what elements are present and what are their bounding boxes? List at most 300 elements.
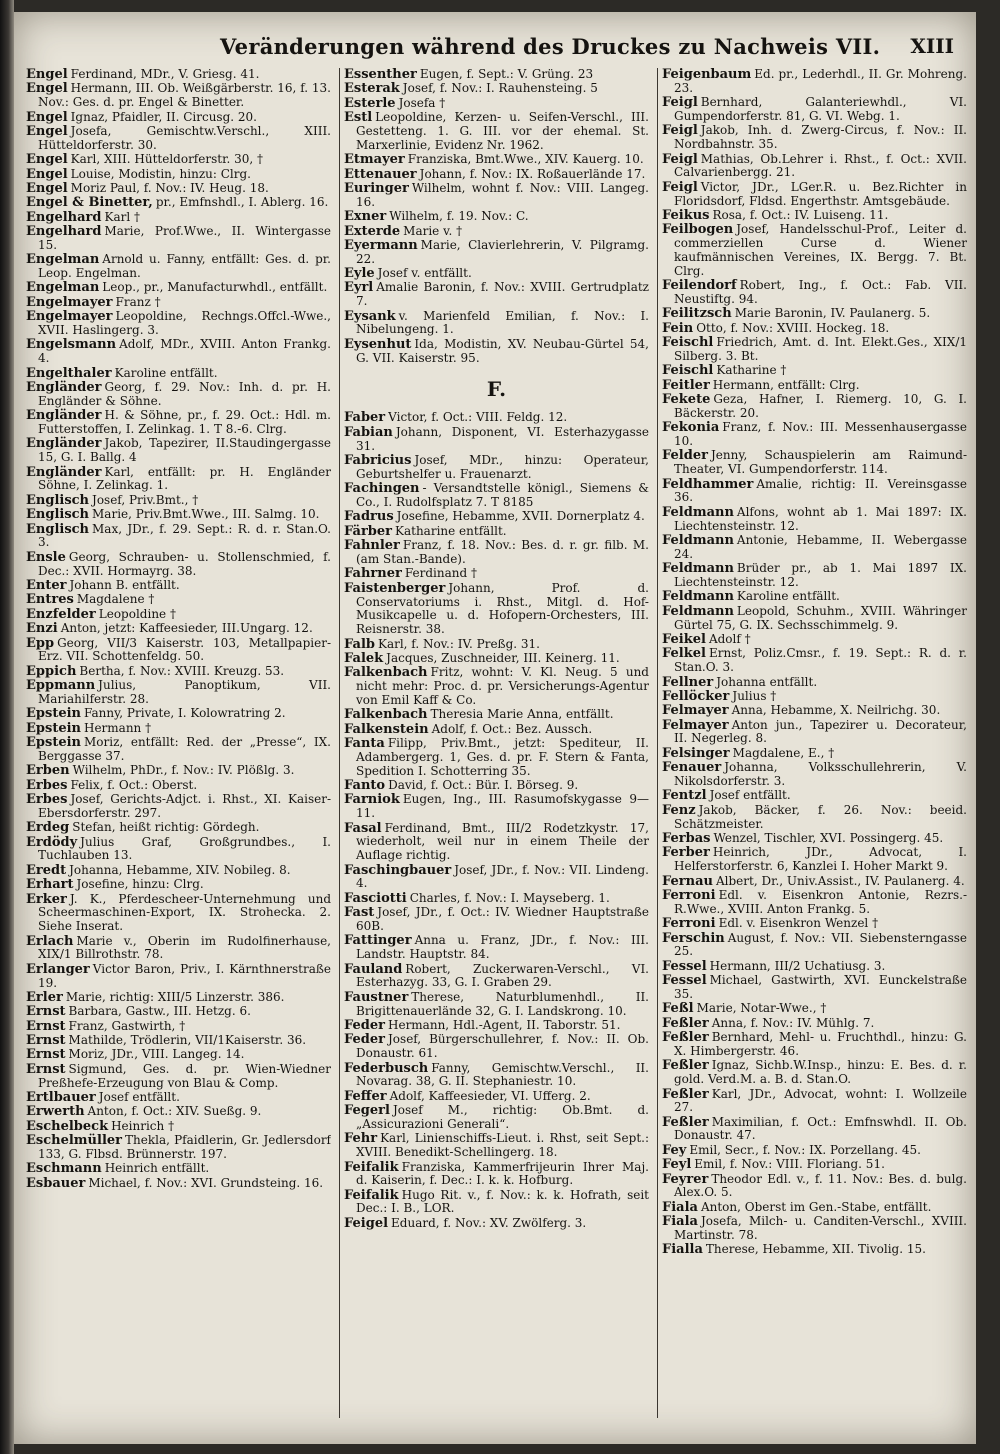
entry-name: Fellöcker [662,688,730,704]
directory-entry [344,1217,649,1231]
entry-name: Fentzl [662,788,707,804]
entry-name: Erdödy [26,834,78,850]
entry-details: Victor, JDr., LGer.R. u. Bez.Richter in Floridsdorf, Fldsd. Engerthstr. Amtsgebäude. [674,179,967,208]
entry-name: Feitler [662,377,710,393]
directory-entry [344,210,649,224]
entry-name: Ernst [26,1004,66,1020]
entry-details: Marie, Notar-Wwe., † [696,1001,827,1016]
entry-details: Jakob, Inh. d. Zwerg-Circus, f. Nov.: II. Nordbahnstr. 35. [674,123,967,152]
entry-name: Engelmayer [26,294,113,310]
entry-name: Exterde [344,223,401,239]
entry-details: Moriz Paul, f. Nov.: IV. Heug. 18. [70,180,269,195]
entry-details: Ignaz, Pfaidler, II. Circusg. 20. [70,109,257,124]
entry-details: Michael, Gastwirth, XVI. Eunckelstraße 35. [674,973,967,1001]
entry-name: Erdeg [26,820,70,836]
directory-entry [26,764,331,778]
entry-name: Feilendorf [662,278,737,294]
entry-details: Wenzel, Tischler, XVI. Possingerg. 45. [713,831,944,846]
entry-details: Josefa † [398,95,446,110]
directory-entry [344,991,649,1019]
directory-entry [26,579,331,593]
directory-entry [662,590,967,604]
entry-name: Feldmann [662,603,734,619]
column-2 [344,68,649,1428]
directory-entry [344,539,649,567]
directory-entry [662,719,967,747]
entry-details: Leop., pr., Manufacturwhdl., entfällt. [102,280,328,295]
entry-name: Fanto [344,778,386,794]
entry-name: Ernst [26,1061,66,1077]
directory-entry [662,506,967,534]
entry-details: Josef entfällt. [98,1090,180,1105]
directory-entry [662,1116,967,1144]
entry-details: Robert, Zuckerwaren-Verschl., VI. Esterhazyg. 33, G. I. Graben 29. [356,961,649,990]
entry-details: Wilhelm, wohnt f. Nov.: VIII. Langeg. 16. [356,180,649,209]
directory-entry [26,1134,331,1162]
entry-name: Fast [344,905,375,921]
entry-details: Leopoldine, Kerzen- u. Seifen-Verschl., III. Gestetteng. 1. G. III. vor der ehemal. St. Marxerlinie, Evidenz Nr. 1962. [356,110,649,152]
entry-name: Feilbogen [662,222,734,238]
directory-entry [662,804,967,832]
directory-entry [662,379,967,393]
entry-details: Heinrich, JDr., Advocat, I. Helferstorferstr. 6, Kanzlei I. Hoher Markt 9. [674,845,967,874]
entry-details: Antonie, Hebamme, II. Webergasse 24. [674,532,967,561]
entry-name: Eyrl [344,280,374,296]
entry-details: Felix, f. Oct.: Oberst. [70,777,198,792]
entry-name: Erben [26,763,70,779]
directory-entry [662,789,967,803]
entry-name: Feikel [662,631,706,647]
directory-entry [344,454,649,482]
directory-entry [344,1161,649,1189]
entry-name: Feischl [662,363,714,379]
directory-entry [26,1034,331,1048]
directory-entry [344,652,649,666]
entry-name: Feigenbaum [662,68,752,82]
entry-details: Maximilian, f. Oct.: Emfnswhdl. II. Ob. Donaustr. 47. [674,1114,967,1143]
directory-entry [662,336,967,364]
entry-name: Feilitzsch [662,306,732,322]
directory-entry [662,1017,967,1031]
directory-entry [26,68,331,82]
entry-details: Anton, Oberst im Gen.-Stabe, entfällt. [700,1199,932,1214]
directory-entry [662,209,967,223]
directory-entry [662,393,967,421]
section-heading: F. [486,377,507,402]
directory-entry [662,1031,967,1059]
directory-entry [26,864,331,878]
entry-name: Esbauer [26,1175,86,1191]
entry-name: Eyermann [344,237,418,253]
entry-name: Feifalik [344,1159,399,1175]
entry-details: Eugen, f. Sept.: V. Grüng. 23 [419,68,594,81]
directory-entry [344,426,649,454]
directory-entry [662,1088,967,1116]
entry-details: Josef, JDr., f. Oct.: IV. Wiedner Hauptstraße 60B. [356,905,649,934]
entry-name: Engelmayer [26,309,113,325]
entry-name: Erlach [26,933,74,949]
directory-entry [662,322,967,336]
entry-details: Anton jun., Tapezirer u. Decorateur, II. Negerleg. 8. [674,717,967,746]
entry-details: Georg, Schrauben- u. Stollenschmied, f. Dec.: XVII. Hormayrg. 38. [38,549,331,578]
entry-name: Ferschin [662,930,725,946]
entry-details: Eugen, Ing., III. Rasumofskygasse 9—11. [356,792,649,821]
directory-entry [662,747,967,761]
directory-entry [26,665,331,679]
entry-details: Karl, entfällt: pr. H. Engländer Söhne, I. Zelinkag. 1. [38,464,331,493]
entry-name: Engel [26,68,68,82]
entry-details: Josef, Bürgerschullehrer, f. Nov.: II. Ob. Donaustr. 61. [356,1032,649,1061]
entry-details: Robert, Ing., f. Oct.: Fab. VII. Neustiftg. 94. [674,278,967,306]
entry-details: H. & Söhne, pr., f. 29. Oct.: Hdl. m. Futterstoffen, I. Zelinkag. 1. T 8.-6. Clrg. [38,408,331,437]
entry-details: Bertha, f. Nov.: XVIII. Kreuzg. 53. [79,663,285,678]
entry-name: Fenauer [662,760,722,776]
directory-entry [344,638,649,652]
directory-entry [662,364,967,378]
entry-name: Estl [344,110,373,126]
directory-entry [26,679,331,707]
entry-name: Engelthaler [26,365,112,381]
entry-details: Anna, Hebamme, X. Neilrichg. 30. [731,703,941,718]
entry-name: Fiala [662,1199,698,1215]
entry-name: Eyle [344,266,375,282]
entry-name: Eppmann [26,678,96,694]
directory-entry [344,239,649,267]
entry-details: Katharine † [716,363,787,378]
entry-details: Johanna, Hebamme, XIV. Nobileg. 8. [69,862,291,877]
directory-entry [26,381,331,409]
entry-name: Epstein [26,706,81,722]
entry-name: Färber [344,523,393,539]
entry-details: Ernst, Poliz.Cmsr., f. 19. Sept.: R. d. r. Stan.O. 3. [674,646,967,675]
directory-entry [662,889,967,917]
entry-details: Alfons, wohnt ab 1. Mai 1897: IX. Liechtensteinstr. 12. [674,504,967,533]
entry-name: Fernau [662,873,713,889]
entry-details: Julius Graf, Großgrundbes., I. Tuchlauben 13. [38,834,331,863]
directory-entry [26,182,331,196]
entry-name: Fahrner [344,566,402,582]
entry-name: Feldhammer [662,476,754,492]
entry-details: Hermann, Hdl.-Agent, II. Taborstr. 51. [388,1017,621,1032]
entry-details: - Versandtstelle königl., Siemens & Co., I. Rudolfsplatz 7. T 8185 [356,481,649,510]
entry-details: Leopoldine † [98,606,176,621]
entry-details: Josefine, hinzu: Clrg. [76,877,204,892]
entry-details: pr., Emfnshdl., I. Ablerg. 16. [155,195,329,210]
directory-entry [26,722,331,736]
directory-entry [344,1033,649,1061]
entry-details: Moriz, entfällt: Red. der „Presse“, IX. Berggasse 37. [38,735,331,763]
directory-entry [26,125,331,153]
directory-entry [662,96,967,124]
entry-details: Josef, Gerichts-Adjct. i. Rhst., XI. Kaiser-Ebersdorferstr. 297. [38,792,331,820]
directory-entry [662,1002,967,1016]
directory-entry [344,182,649,210]
entry-name: Eysank [344,308,396,324]
entry-columns [26,68,966,1428]
directory-entry [344,1090,649,1104]
entry-name: Ferber [662,845,710,861]
entry-name: Feßler [662,1114,709,1130]
entry-details: Adolf, MDr., XVIII. Anton Frankg. 4. [38,337,331,366]
directory-entry [662,704,967,718]
directory-entry [344,525,649,539]
entry-details: Karl, f. Nov.: IV. Preßg. 31. [377,636,540,651]
entry-name: Epp [26,635,55,651]
entry-details: Karoline entfällt. [736,589,840,604]
directory-entry [344,338,649,366]
directory-entry [26,338,331,366]
entry-details: J. K., Pferdescheer-Unternehmung und Scheermaschinen-Export, IX. Strohecka. 2. Siehe Inserat. [38,891,331,934]
entry-name: Feßler [662,1030,709,1046]
directory-entry [344,153,649,167]
entry-details: Franz, Gastwirth, † [68,1018,186,1033]
column-rule [339,68,340,1418]
entry-details: Mathilde, Trödlerin, VII/1Kaiserstr. 36. [68,1033,307,1048]
entry-name: Fabian [344,424,393,440]
entry-name: Eschelmüller [26,1133,123,1149]
directory-entry [26,821,331,835]
entry-details: Rosa, f. Oct.: IV. Luiseng. 11. [712,207,889,222]
entry-details: Johann B. entfällt. [69,577,180,592]
entry-details: Karl, XIII. Hütteldorferstr. 30, † [70,152,264,167]
directory-entry [26,608,331,622]
directory-entry [26,878,331,892]
entry-details: Marie, Clavierlehrerin, V. Pilgramg. 22. [356,237,649,266]
entry-details: Franz, f. Nov.: III. Messenhausergasse 10. [674,420,967,449]
entry-name: Faistenberger [344,580,446,596]
entry-details: Ed. pr., Lederhdl., II. Gr. Mohreng. 23. [674,68,967,95]
entry-details: Louise, Modistin, hinzu: Clrg. [70,166,251,181]
directory-entry [344,1104,649,1132]
entry-details: Edl. v. Eisenkron Wenzel † [718,916,879,931]
entry-name: Erlanger [26,961,90,977]
directory-entry [26,466,331,494]
entry-name: Fehr [344,1131,378,1147]
entry-name: Engel [26,166,68,182]
directory-entry [26,893,331,934]
directory-entry [26,409,331,437]
entry-details: Emil, Secr., f. Nov.: IX. Porzellang. 45. [689,1142,921,1157]
entry-details: Ferdinand, MDr., V. Griesg. 41. [70,68,260,81]
directory-entry [662,605,967,633]
entry-details: Fritz, wohnt: V. Kl. Neug. 5 und nicht mehr: Proc. d. pr. Versicherungs-Agentur von Emil Kaff & Co. [356,665,649,707]
entry-details: Anna u. Franz, JDr., f. Nov.: III. Landstr. Hauptstr. 84. [356,933,649,962]
directory-entry [344,482,649,510]
entry-details: Michael, f. Nov.: XVI. Grundsteing. 16. [88,1175,324,1190]
directory-entry [344,779,649,793]
page-title: Veränderungen während des Druckes zu Nachweis VII. [220,34,881,59]
directory-entry [26,82,331,110]
entry-details: Jacques, Zuschneider, III. Keinerg. 11. [386,650,620,665]
entry-details: Charles, f. Nov.: I. Mayseberg. 1. [409,890,610,905]
entry-details: Ignaz, Sichb.W.Insp., hinzu: E. Bes. d. r. gold. Verd.M. a. B. d. Stan.O. [674,1058,967,1087]
entry-details: Emil, f. Nov.: VIII. Floriang. 51. [694,1157,885,1172]
entry-details: Josefa, Gemischtw.Verschl., XIII. Hütteldorferstr. 30. [38,123,331,152]
entry-name: Feigel [344,1215,389,1231]
entry-name: Enzi [26,621,58,637]
entry-name: Erker [26,891,67,907]
directory-entry [344,97,649,111]
directory-entry [26,622,331,636]
entry-name: Feyrer [662,1171,709,1187]
directory-entry [344,1019,649,1033]
entry-details: Wilhelm, PhDr., f. Nov.: IV. Plößlg. 3. [72,763,295,778]
directory-entry [662,974,967,1002]
entry-name: Felder [662,448,708,464]
entry-name: Engel [26,123,68,139]
entry-details: Josef v. entfällt. [377,266,472,281]
directory-entry [26,253,331,281]
entry-details: Max, JDr., f. 29. Sept.: R. d. r. Stan.O. 3. [38,521,331,550]
entry-details: Johann, f. Nov.: IX. Roßauerlände 17. [419,166,646,181]
entry-name: Ferbas [662,831,711,847]
entry-name: Falek [344,650,384,666]
entry-details: Josef, JDr., f. Nov.: VII. Lindeng. 4. [356,862,649,891]
directory-entry [662,1243,967,1257]
directory-entry [662,478,967,506]
entry-details: Jakob, Tapezirer, II.Staudingergasse 15, G. I. Ballg. 4 [38,436,331,465]
entry-details: Josef, f. Nov.: I. Rauhensteing. 5 [402,81,598,96]
entry-details: Ferdinand † [404,566,477,581]
directory-entry [26,1048,331,1062]
entry-name: Etmayer [344,152,405,168]
entry-details: Julius, Panoptikum, VII. Mariahilferstr. 28. [38,678,331,706]
entry-name: Fellner [662,674,714,690]
directory-entry [26,593,331,607]
entry-details: Marie, Priv.Bmt.Wwe., III. Salmg. 10. [92,507,320,522]
directory-entry [662,1144,967,1158]
entry-details: Anton, jetzt: Kaffeesieder, III.Ungarg. 12. [60,621,313,636]
entry-name: Feßler [662,1015,709,1031]
entry-details: Katharine entfällt. [395,523,507,538]
directory-entry [344,225,649,239]
entry-details: Victor, f. Oct.: VIII. Feldg. 12. [388,410,568,425]
entry-name: Faber [344,410,386,426]
directory-entry [344,281,649,309]
entry-details: Otto, f. Nov.: XVIII. Hockeg. 18. [696,320,890,335]
directory-entry [344,708,649,722]
entry-details: Barbara, Gastw., III. Hetzg. 6. [68,1004,251,1019]
column-rule [657,68,658,1418]
directory-entry [662,181,967,209]
entry-name: Eppich [26,663,77,679]
entry-name: Ettenauer [344,166,417,182]
directory-entry [26,1020,331,1034]
entry-details: Mathias, Ob.Lehrer i. Rhst., f. Oct.: XVII. Calvarienbergg. 21. [674,151,967,180]
entry-name: Falkenstein [344,721,429,737]
directory-entry [344,267,649,281]
entry-name: Ernst [26,1047,66,1063]
entry-details: Edl. v. Eisenkron Antonie, Rezrs.-R.Wwe., XVIII. Anton Frankg. 5. [674,888,967,916]
entry-name: Ernst [26,1018,66,1034]
entry-details: Franz † [115,294,161,309]
entry-details: Josef entfällt. [709,788,791,803]
page-header [14,34,976,64]
entry-details: Adolf, Kaffeesieder, VI. Ufferg. 2. [389,1088,591,1103]
entry-name: Fekete [662,392,711,408]
entry-details: Karl † [104,209,140,224]
directory-entry [344,68,649,82]
entry-name: Fanta [344,736,385,752]
directory-entry [26,779,331,793]
directory-entry [344,822,649,863]
entry-name: Erbes [26,777,68,793]
directory-entry [662,534,967,562]
entry-name: Englisch [26,521,90,537]
directory-entry [26,836,331,864]
directory-entry [662,1059,967,1087]
entry-details: Arnold u. Fanny, entfällt: Ges. d. pr. Leop. Engelman. [38,252,331,281]
entry-name: Ernst [26,1033,66,1049]
entry-name: Fey [662,1142,687,1158]
entry-name: Falkenbach [344,665,428,681]
entry-name: Feldmann [662,532,734,548]
entry-name: Federbusch [344,1060,429,1076]
entry-name: Fadrus [344,509,394,525]
entry-name: Erhart [26,877,74,893]
directory-entry [662,676,967,690]
entry-details: Johann, Prof. d. Conservatoriums i. Rhst., Mitgl. d. Hof-Musikcapelle u. d. Hofopern-Orchesters, III. Reisnerstr. 38. [356,580,649,637]
entry-name: Fialla [662,1242,703,1258]
entry-details: Marie, Prof.Wwe., II. Wintergasse 15. [38,224,331,252]
entry-name: Fasciotti [344,890,407,906]
entry-details: Ferdinand, Bmt., III/2 Rodetzkystr. 17, wiederholt, weil nur in einem Theile der Auflage richtig. [356,820,649,863]
entry-name: Engel [26,109,68,125]
entry-name: Felmayer [662,703,729,719]
directory-entry [344,864,649,892]
entry-name: Feischl [662,335,714,351]
entry-name: Enter [26,577,67,593]
entry-details: Jenny, Schauspielerin am Raimund-Theater, VI. Gumpendorferstr. 114. [674,448,967,477]
entry-details: David, f. Oct.: Bür. I. Börseg. 9. [388,778,579,793]
directory-entry [26,281,331,295]
directory-entry [26,637,331,665]
entry-name: Feyl [662,1157,692,1173]
entry-name: Fenz [662,802,696,818]
directory-entry [662,153,967,181]
directory-entry [26,494,331,508]
entry-details: Johanna, Volksschullehrerin, V. Nikolsdorferstr. 3. [674,760,967,789]
entry-name: Engelman [26,280,100,296]
entry-details: Bernhard, Galanteriewhdl., VI. Gumpendorferstr. 81, G. VI. Webg. 1. [674,95,967,123]
entry-details: Eduard, f. Nov.: XV. Zwölferg. 3. [391,1215,587,1230]
entry-name: Euringer [344,180,409,196]
entry-name: Essenther [344,68,417,82]
entry-details: Hermann, III/2 Uchatiusg. 3. [709,958,886,973]
entry-details: Hermann, III. Ob. Weißgärberstr. 16, f. 13. Nov.: Ges. d. pr. Engel & Binetter. [38,81,331,110]
page-number: XIII [910,34,954,58]
entry-name: Feldmann [662,589,734,605]
directory-entry [344,411,649,425]
entry-name: Feßl [662,1001,694,1017]
directory-entry [26,523,331,551]
directory-entry [344,168,649,182]
entry-details: Therese, Hebamme, XII. Tivolig. 15. [705,1242,926,1257]
entry-details: Georg, f. 29. Nov.: Inh. d. pr. H. Engländer & Söhne. [38,380,331,408]
directory-entry [662,647,967,675]
entry-name: Felsinger [662,745,730,761]
directory-entry [662,832,967,846]
entry-details: Therese, Naturblumenhdl., II. Brigittenauerlände 32, G. I. Landskrong. 10. [356,989,649,1018]
entry-details: Marie v., Oberin im Rudolfinerhause, XIX/1 Billrothstr. 78. [38,933,331,962]
entry-details: Josef M., richtig: Ob.Bmt. d. „Assicurazioni Generali“. [356,1103,649,1131]
directory-entry [26,707,331,721]
entry-name: Engelman [26,252,100,268]
entry-details: Josef, Handelsschul-Prof., Leiter d. commerziellen Curse d. Wiener kaufmännischen Vereines, IX. Bergg. 7. Bt. Clrg. [674,222,967,278]
directory-entry [26,1177,331,1191]
entry-name: Feder [344,1032,385,1048]
entry-name: Feigl [662,179,698,195]
